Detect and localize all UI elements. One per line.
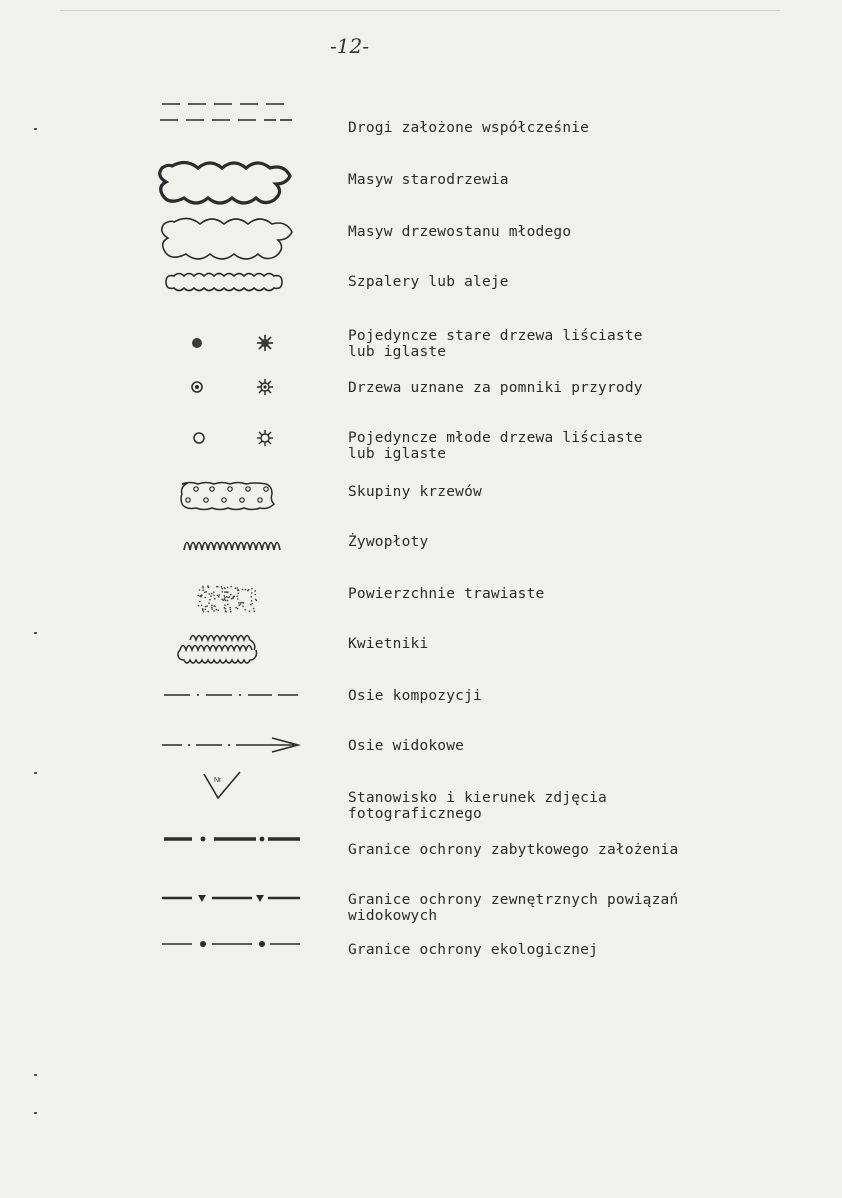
grass-dot bbox=[211, 607, 213, 609]
grass-dot bbox=[202, 608, 204, 610]
grass-dot bbox=[235, 607, 237, 609]
grass-dot bbox=[225, 600, 227, 602]
grass-dot bbox=[235, 587, 237, 589]
scan-top-edge bbox=[60, 10, 780, 11]
legend-label: Granice ochrony zewnętrznych powiązań widokowych bbox=[348, 892, 679, 924]
grass-dot bbox=[229, 607, 231, 609]
grass-dot bbox=[216, 609, 218, 611]
legend-label: Stanowisko i kierunek zdjęcia fotograficznego bbox=[348, 790, 607, 822]
grass-dot bbox=[212, 608, 214, 610]
grass-dot bbox=[227, 600, 229, 602]
margin-mark bbox=[34, 1112, 37, 1114]
grass-dot bbox=[232, 597, 234, 599]
grass-dot bbox=[217, 586, 219, 588]
grass-dot bbox=[236, 595, 238, 597]
grass-dot bbox=[204, 597, 206, 599]
legend-label: Pojedyncze młode drzewa liściaste lub iglaste bbox=[348, 430, 643, 462]
cloud-thick-icon bbox=[150, 156, 310, 216]
page-number: -12- bbox=[330, 34, 369, 58]
grass-dot bbox=[204, 609, 206, 611]
grass-dot bbox=[217, 595, 219, 597]
grass-dot bbox=[240, 602, 242, 604]
grass-dot bbox=[226, 596, 228, 598]
grass-dot bbox=[221, 588, 223, 590]
grass-dot bbox=[231, 586, 233, 588]
legend-label: Masyw drzewostanu młodego bbox=[348, 224, 572, 240]
grass-dot bbox=[221, 599, 223, 601]
legend-label: Żywopłoty bbox=[348, 534, 429, 550]
dashed-double-line-icon bbox=[150, 96, 310, 156]
legend-label: Granice ochrony ekologicznej bbox=[348, 942, 599, 958]
grass-dot bbox=[242, 602, 244, 604]
legend-label: Osie kompozycji bbox=[348, 688, 482, 704]
grass-dot bbox=[242, 589, 244, 591]
grass-dot bbox=[213, 595, 215, 597]
grass-dot bbox=[218, 609, 220, 611]
margin-mark bbox=[34, 128, 37, 130]
cloud-thin-icon bbox=[150, 210, 310, 270]
legend-row-grass bbox=[0, 582, 842, 612]
thin-dot-line-icon bbox=[150, 936, 310, 996]
grass-dot bbox=[213, 591, 215, 593]
grass-dot bbox=[208, 593, 210, 595]
legend-row-flowerbeds bbox=[0, 628, 842, 658]
grass-dot bbox=[205, 591, 207, 593]
legend-row-monuments bbox=[0, 372, 842, 402]
grass-dot bbox=[210, 595, 212, 597]
grass-dot bbox=[207, 611, 209, 613]
grass-dot bbox=[199, 601, 201, 603]
grass-dot bbox=[225, 611, 227, 613]
grass-dot bbox=[238, 602, 240, 604]
legend-label: Skupiny krzewów bbox=[348, 484, 482, 500]
legend-label: Drogi założone współcześnie bbox=[348, 120, 590, 136]
legend-row-old-stand bbox=[0, 156, 842, 186]
grass-dot bbox=[198, 605, 200, 607]
legend-label: Szpalery lub aleje bbox=[348, 274, 509, 290]
thick-dot-line-icon bbox=[150, 832, 310, 892]
shrub-group-icon bbox=[150, 478, 310, 538]
grass-dot bbox=[231, 598, 233, 600]
grass-dot bbox=[249, 610, 251, 612]
grass-dot bbox=[221, 586, 223, 588]
grass-dot bbox=[214, 598, 216, 600]
legend-row-view-axes bbox=[0, 736, 842, 766]
photo-v-icon bbox=[150, 770, 310, 830]
grass-dot bbox=[247, 590, 249, 592]
grass-dot bbox=[229, 596, 231, 598]
grass-dot bbox=[224, 598, 226, 600]
grass-dot bbox=[224, 591, 226, 593]
grass-dot bbox=[208, 602, 210, 604]
scalloped-band-icon bbox=[150, 266, 310, 326]
grass-dot bbox=[238, 593, 240, 595]
legend-row-ecological-boundary bbox=[0, 936, 842, 966]
grass-dot bbox=[218, 594, 220, 596]
legend-label: Powierzchnie trawiaste bbox=[348, 586, 545, 602]
legend-label: Kwietniki bbox=[348, 636, 429, 652]
grass-dot bbox=[213, 605, 215, 607]
grass-dot bbox=[198, 595, 200, 597]
grass-dot bbox=[240, 603, 242, 605]
grass-dot bbox=[252, 603, 254, 605]
grass-dot bbox=[255, 594, 257, 596]
legend-row-photo bbox=[0, 770, 842, 822]
grass-dot bbox=[222, 591, 224, 593]
grass-dot bbox=[199, 595, 201, 597]
grass-dot bbox=[253, 608, 255, 610]
grass-dot bbox=[245, 589, 247, 591]
legend-row-young-trees bbox=[0, 424, 842, 462]
grass-dot bbox=[255, 590, 257, 592]
grass-dot bbox=[205, 606, 207, 608]
grass-dot bbox=[230, 609, 232, 611]
grass-dot bbox=[230, 594, 232, 596]
grass-dot bbox=[251, 592, 253, 594]
grass-dot bbox=[225, 608, 227, 610]
legend-label: Drzewa uznane za pomniki przyrody bbox=[348, 380, 643, 396]
grass-dot bbox=[206, 605, 208, 607]
grass-dot bbox=[213, 610, 215, 612]
grass-dot bbox=[254, 610, 256, 612]
legend-row-avenues bbox=[0, 266, 842, 296]
grass-dot bbox=[233, 596, 235, 598]
grass-dot bbox=[224, 604, 226, 606]
grass-dot bbox=[207, 585, 209, 587]
legend-row-roads bbox=[0, 96, 842, 136]
legend-row-young-stand bbox=[0, 210, 842, 240]
grass-dot bbox=[227, 587, 229, 589]
grass-dot bbox=[237, 608, 239, 610]
margin-mark bbox=[34, 1074, 37, 1076]
legend-row-heritage-boundary bbox=[0, 832, 842, 862]
grass-dot bbox=[202, 587, 204, 589]
grass-dot bbox=[226, 592, 228, 594]
grass-dot bbox=[218, 596, 220, 598]
grass-dot bbox=[211, 604, 213, 606]
grass-dot bbox=[203, 611, 205, 613]
legend-row-shrubs bbox=[0, 478, 842, 508]
grass-dot bbox=[255, 599, 257, 601]
grass-dot bbox=[202, 589, 204, 591]
flower-bed-icon bbox=[150, 628, 310, 688]
grass-dot bbox=[251, 600, 253, 602]
grass-dot bbox=[211, 593, 213, 595]
legend-label: Masyw starodrzewia bbox=[348, 172, 509, 188]
grass-dot bbox=[224, 597, 226, 599]
grass-dot bbox=[242, 606, 244, 608]
grass-dot bbox=[251, 588, 253, 590]
grass-dot bbox=[237, 587, 239, 589]
grass-dot bbox=[224, 595, 226, 597]
legend-label: Granice ochrony zabytkowego założenia bbox=[348, 842, 679, 858]
grass-dot bbox=[238, 590, 240, 592]
grass-dot bbox=[237, 598, 239, 600]
grass-dot bbox=[244, 609, 246, 611]
grass-dot bbox=[230, 611, 232, 613]
legend-row-view-boundary bbox=[0, 892, 842, 922]
grass-dot bbox=[250, 604, 252, 606]
grass-dot bbox=[250, 596, 252, 598]
legend-label: Pojedyncze stare drzewa liściaste lub iglaste bbox=[348, 328, 643, 360]
ringed-circle-and-star-icon bbox=[150, 372, 310, 432]
legend-label: Osie widokowe bbox=[348, 738, 465, 754]
open-circle-and-star-icon bbox=[150, 424, 310, 484]
grass-dot bbox=[238, 604, 240, 606]
grass-dot bbox=[209, 599, 211, 601]
grass-dot bbox=[227, 597, 229, 599]
grass-dot bbox=[227, 604, 229, 606]
legend-row-hedges bbox=[0, 532, 842, 562]
grass-dot bbox=[199, 589, 201, 591]
grass-dot bbox=[201, 605, 203, 607]
legend-row-old-trees bbox=[0, 328, 842, 358]
grass-dot bbox=[224, 587, 226, 589]
photo-number-text: Nr bbox=[214, 777, 222, 784]
legend-row-composition-axes bbox=[0, 686, 842, 716]
